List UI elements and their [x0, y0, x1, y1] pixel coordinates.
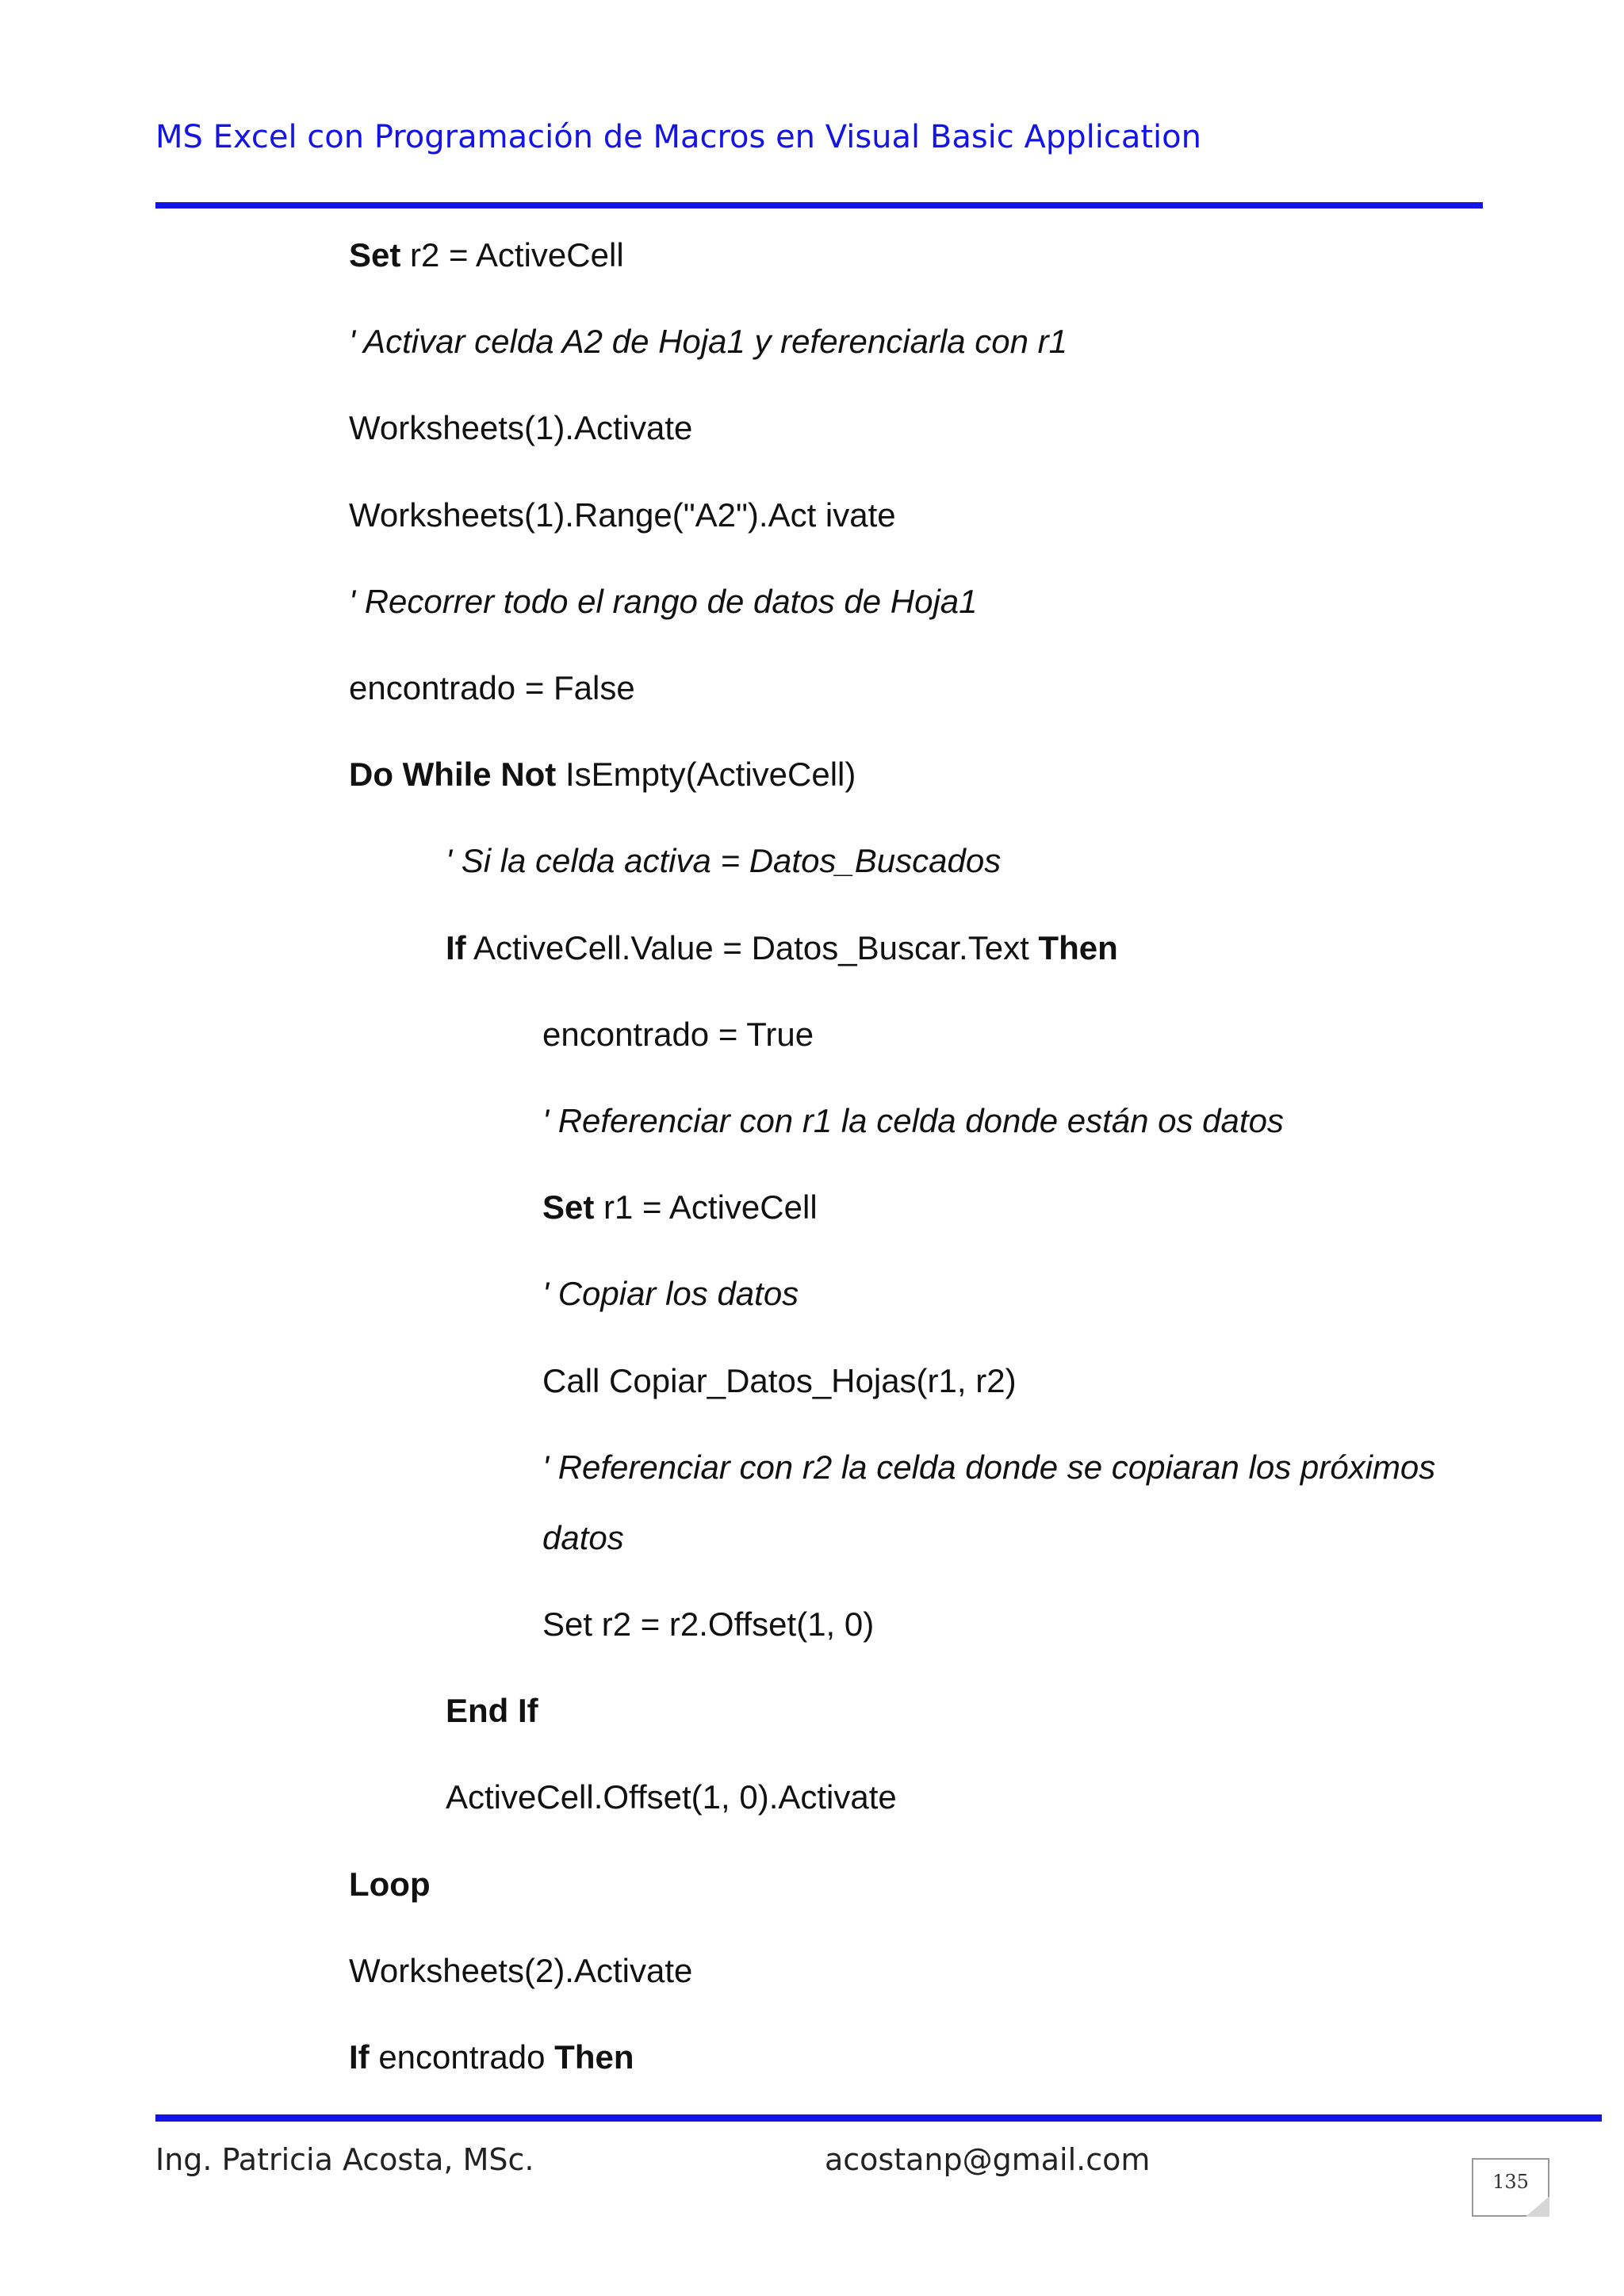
- code-text: ' Recorrer todo el rango de datos de Hoja1: [349, 582, 978, 620]
- code-text: r1 = ActiveCell: [594, 1188, 818, 1226]
- code-line: [446, 1691, 538, 1731]
- code-line: [349, 496, 896, 535]
- code-text: datos: [542, 1518, 624, 1556]
- code-text: ' Referenciar con r2 la celda donde se copiaran los próximos: [542, 1448, 1436, 1486]
- code-text: ActiveCell.Offset(1, 0).Activate: [446, 1778, 897, 1816]
- code-line: [542, 1605, 874, 1644]
- code-line: [349, 1865, 431, 1904]
- footer-rule: [155, 2114, 1602, 2122]
- code-text: Worksheets(2).Activate: [349, 1951, 693, 1989]
- code-comment-line: [542, 1518, 624, 1558]
- code-comment-line: [446, 841, 1001, 881]
- code-comment-line: [349, 322, 1067, 362]
- code-keyword: Loop: [349, 1865, 431, 1903]
- footer-email: acostanp@gmail.com: [825, 2142, 1151, 2177]
- code-keyword: Set: [542, 1188, 595, 1226]
- header-rule: [155, 202, 1483, 209]
- code-keyword: If: [446, 928, 466, 966]
- code-text: ' Referenciar con r1 la celda donde están os datos: [542, 1102, 1284, 1139]
- code-line: [349, 668, 635, 708]
- code-line: [446, 1777, 897, 1817]
- code-line: [349, 755, 856, 794]
- code-line: [349, 408, 692, 448]
- code-line: [542, 1361, 1017, 1401]
- code-text: Worksheets(1).Range("A2").Act ivate: [349, 496, 896, 534]
- code-text: Call Copiar_Datos_Hojas(r1, r2): [542, 1361, 1017, 1399]
- footer-author: Ing. Patricia Acosta, MSc.: [155, 2142, 534, 2177]
- header-title: MS Excel con Programación de Macros en Visual Basic Application: [155, 119, 1201, 155]
- page-number: 135: [1492, 2171, 1529, 2193]
- code-keyword: End If: [446, 1692, 538, 1730]
- code-keyword: Then: [554, 2038, 634, 2076]
- code-keyword: If: [349, 2038, 370, 2076]
- page-number-box: [1472, 2158, 1549, 2217]
- code-line: [349, 2038, 634, 2077]
- code-line: [542, 1188, 818, 1227]
- code-line: [349, 235, 624, 275]
- code-keyword: Set: [349, 236, 401, 274]
- code-comment-line: [542, 1274, 799, 1314]
- code-comment-line: [542, 1448, 1435, 1487]
- code-text: encontrado: [369, 2038, 555, 2076]
- code-line: [542, 1015, 814, 1054]
- code-text: ActiveCell.Value = Datos_Buscar.Text: [465, 928, 1039, 966]
- code-text: Set r2 = r2.Offset(1, 0): [542, 1605, 875, 1643]
- code-line: [349, 1951, 692, 1991]
- code-text: Worksheets(1).Activate: [349, 409, 693, 447]
- page-fold-icon: [1526, 2196, 1549, 2217]
- code-text: encontrado = True: [542, 1015, 814, 1053]
- code-text: ' Activar celda A2 de Hoja1 y referenciarla con r1: [349, 323, 1068, 361]
- code-text: ' Copiar los datos: [542, 1275, 799, 1313]
- code-text: r2 = ActiveCell: [400, 236, 624, 274]
- code-text: encontrado = False: [349, 669, 635, 706]
- code-text: ' Si la celda activa = Datos_Buscados: [446, 842, 1002, 880]
- code-comment-line: [542, 1101, 1284, 1141]
- code-comment-line: [349, 582, 978, 622]
- code-line: [446, 928, 1118, 968]
- code-text: IsEmpty(ActiveCell): [556, 756, 856, 794]
- code-keyword: Do While Not: [349, 756, 557, 794]
- code-keyword: Then: [1038, 928, 1118, 966]
